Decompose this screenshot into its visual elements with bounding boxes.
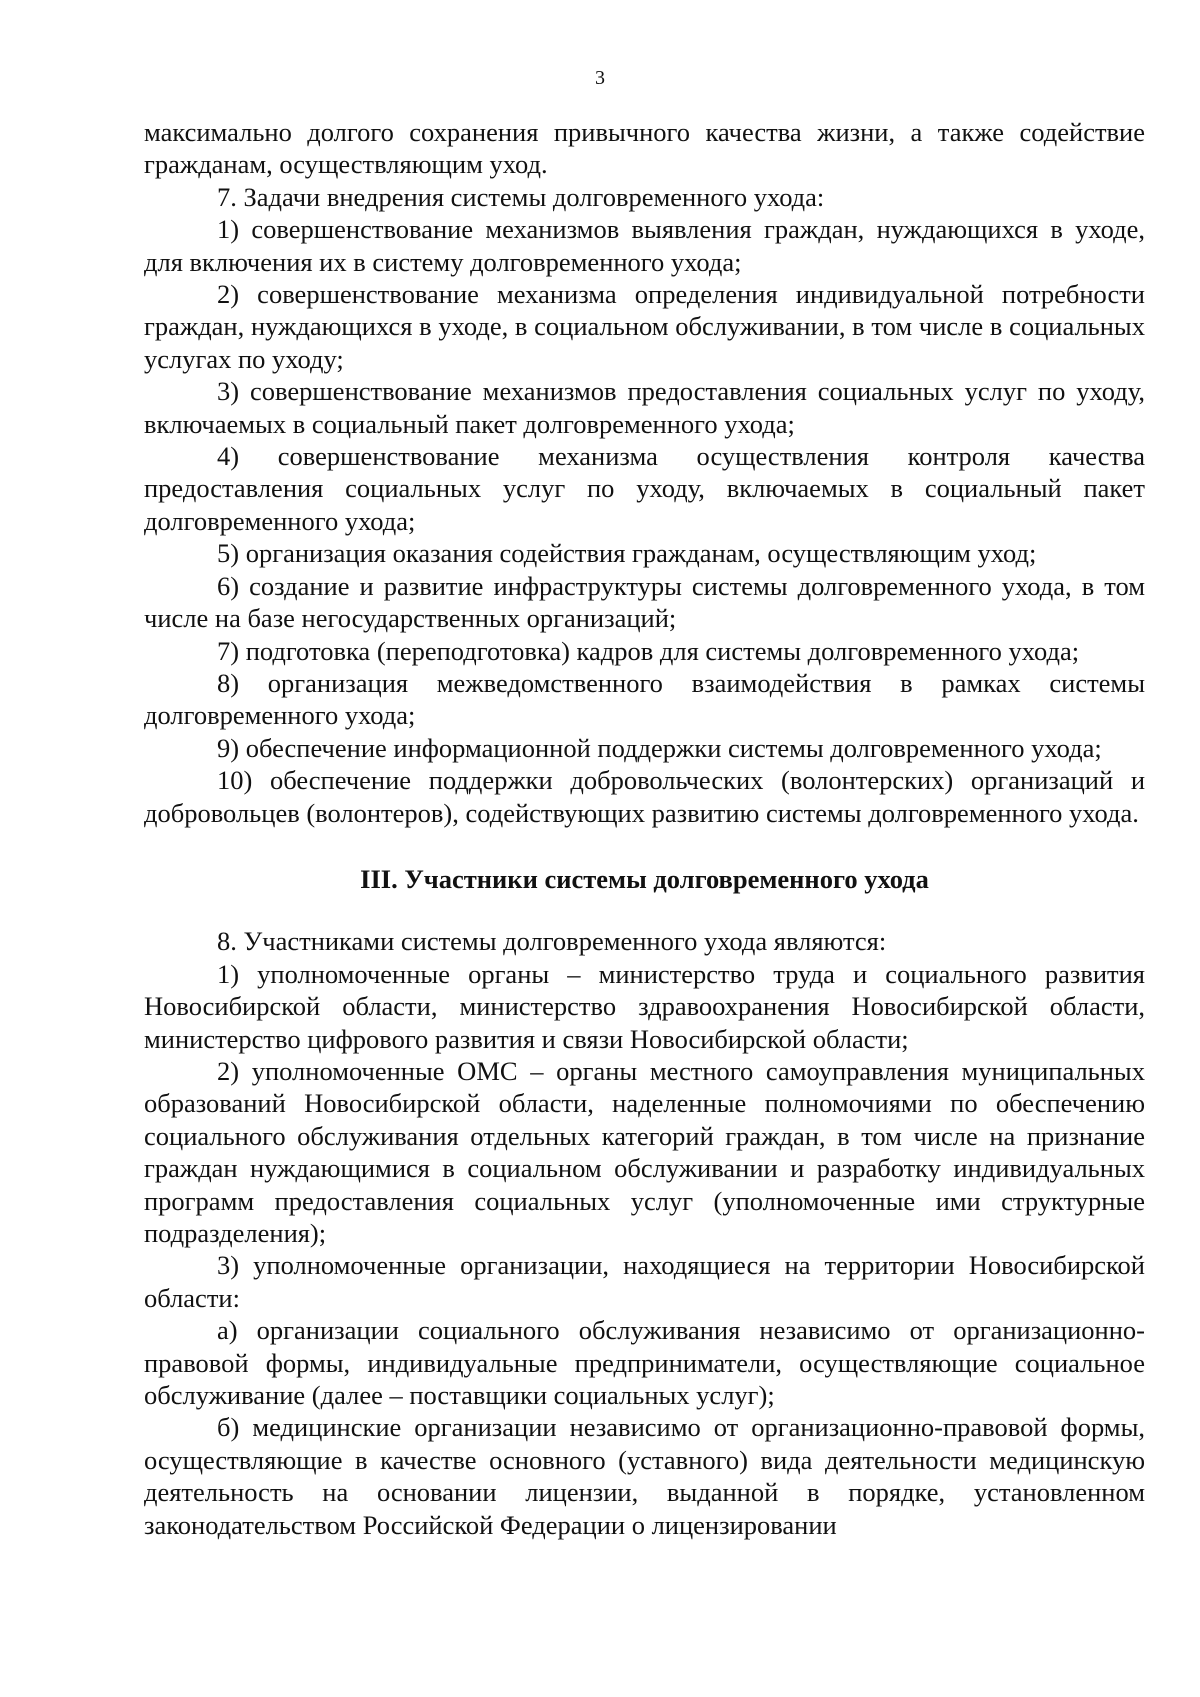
paragraph: максимально долгого сохранения привычного качества жизни, а также содействие гражданам, осуществляющим уход. [144,117,1145,180]
paragraph: 7) подготовка (переподготовка) кадров для системы долговременного ухода; [217,635,1080,666]
paragraph: 2) уполномоченные ОМС – органы местного самоуправления муниципальных образований Новосибирской области, наделенные полномочиями по обеспечению социального обслуживания отдельных категорий граждан, в том числе на признание граждан нуждающимися в социальном обслуживании и разработку индивидуальных программ предоставления социальных услуг (уполномоченные ими структурные подразделения); [144,1055,1145,1248]
paragraph: 10) обеспечение поддержки добровольческих (волонтерских) организаций и добровольцев (волонтеров), содействующих развитию системы долговременного ухода. [144,765,1145,828]
paragraphs-before-heading [144,116,1145,829]
paragraph: 4) совершенствование механизма осуществления контроля качества предоставления социальных услуг по уходу, включаемых в социальный пакет долговременного ухода; [144,441,1145,536]
paragraph: а) организации социального обслуживания независимо от организационно-правовой формы, индивидуальные предприниматели, осуществляющие социальное обслуживание (далее – поставщики социальных услуг); [144,1315,1145,1411]
paragraph: 5) организация оказания содействия гражданам, осуществляющим уход; [217,538,1037,569]
paragraph: 1) уполномоченные органы – министерство труда и социального развития Новосибирской области, министерство здравоохранения Новосибирской области, министерство цифрового развития и связи Новосибирской области; [144,958,1145,1054]
paragraph: 2) совершенствование механизма определения индивидуальной потребности граждан, нуждающихся в уходе, в социальном обслуживании, в том числе в социальных услугах по уходу; [144,279,1145,374]
paragraph: 8) организация межведомственного взаимодействия в рамках системы долговременного ухода; [144,667,1145,731]
paragraph: 8. Участниками системы долговременного ухода являются: [217,926,887,957]
page-number: 3 [595,67,605,89]
paragraph: 1) совершенствование механизмов выявления граждан, нуждающихся в уходе, для включения их в систему долговременного ухода; [144,214,1145,277]
paragraph: 3) совершенствование механизмов предоставления социальных услуг по уходу, включаемых в социальный пакет долговременного ухода; [144,376,1145,439]
paragraph: 3) уполномоченные организации, находящиеся на территории Новосибирской области: [144,1250,1145,1313]
paragraph: 7. Задачи внедрения системы долговременного ухода: [217,181,825,212]
paragraph: 9) обеспечение информационной поддержки системы долговременного ухода; [217,732,1102,763]
paragraph: 6) создание и развитие инфраструктуры системы долговременного ухода, в том числе на базе негосударственных организаций; [144,570,1145,634]
document-body [144,116,1145,1541]
section-heading: III. Участники системы долговременного ухода [360,863,929,894]
paragraph: б) медицинские организации независимо от организационно-правовой формы, осуществляющие в качестве основного (уставного) вида деятельности медицинскую деятельность на основании лицензии, выданной в порядке, установленном законодательством Российской Федерации о лицензировании [144,1412,1145,1540]
paragraphs-after-heading [144,925,1145,1541]
